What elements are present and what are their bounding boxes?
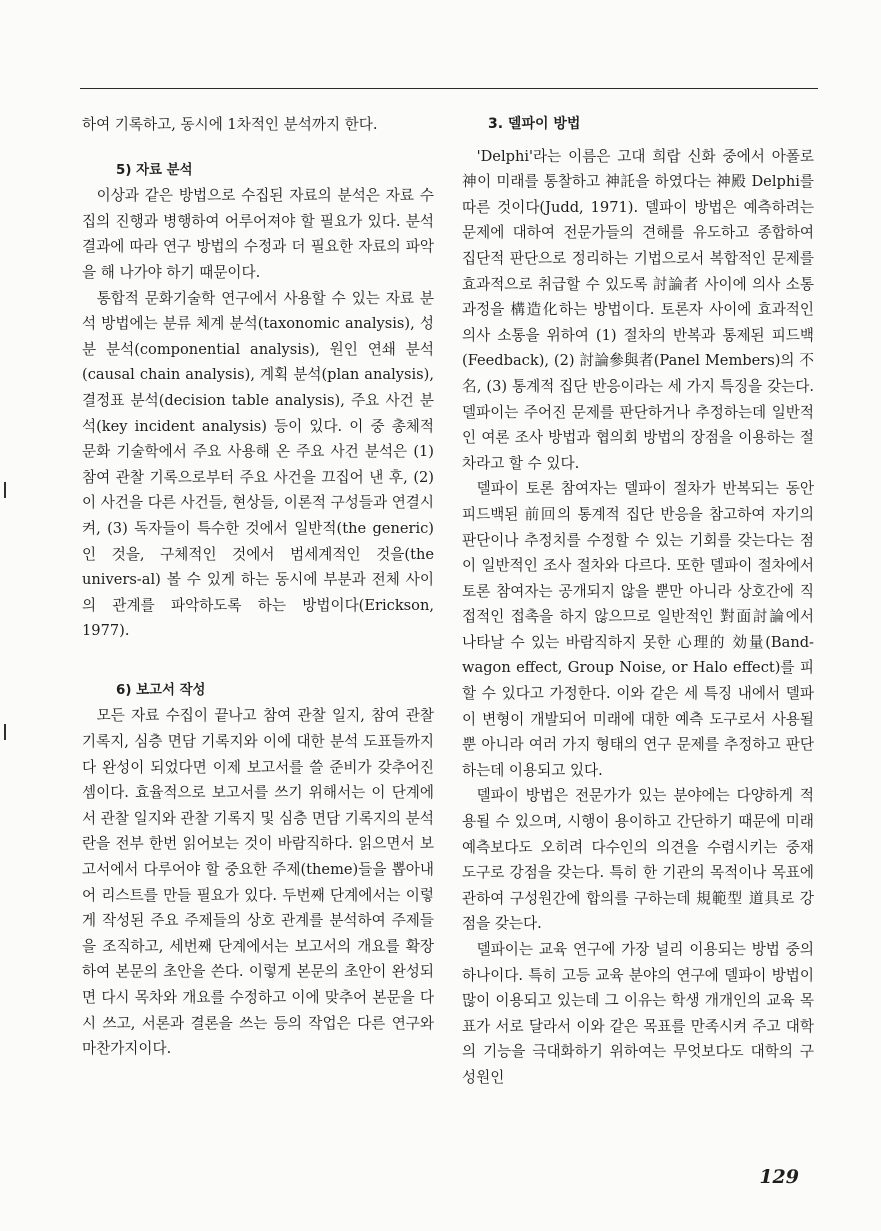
right-column bbox=[462, 112, 814, 1091]
left-column bbox=[82, 112, 434, 1062]
paragraph: 델파이 토론 참여자는 델파이 절차가 반복되는 동안 피드백된 前回의 통계적 집단 반응을 참고하여 자기의 판단이나 추정치를 수정할 수 있는 기회를 갖는다는 점이 일반적인 조사 절차와 다르다. 또한 델파이 절차에서 토론 참여자는 공개되지 않을 뿐만 아니라 상호간에 직접적인 접촉을 하지 않으므로 일반적인 對面討論에서 나타날 수 있는 바람직하지 못한 心理的 効量(Band-wagon effect, Group Noise, or Halo effect)를 피할 수 있다고 가정한다. 이와 같은 세 특징 내에서 델파이 변형이 개발되어 미래에 대한 예측 도구로서 사용될 뿐 아니라 여러 가지 형태의 연구 문제를 추정하고 판단하는데 이용되고 있다. bbox=[462, 480, 814, 779]
paragraph: 델파이는 교육 연구에 가장 널리 이용되는 방법 중의 하나이다. 특히 고등 교육 분야의 연구에 델파이 방법이 많이 이용되고 있는데 그 이유는 학생 개개인의 교육 목표가 서로 달라서 이와 같은 목표를 만족시켜 주고 대학의 기능을 극대화하기 위하여는 무엇보다도 대학의 구성원인 bbox=[462, 941, 814, 1086]
scan-margin-mark bbox=[4, 724, 6, 740]
paragraph: 통합적 문화기술학 연구에서 사용할 수 있는 자료 분석 방법에는 분류 체계 분석(taxonomic analysis), 성분 분석(componential analysis), 원인 연쇄 분석(causal chain analysis), 계획 분석(plan analysis), 결정표 분석(decision table analysis), 주요 사건 분석(key incident analysis) 등이 있다. 이 중 총체적 문화 기술학에서 주요 사용해 온 주요 사건 분석은 (1) 참여 관찰 기록으로부터 주요 사건을 끄집어 낸 후, (2) 이 사건을 다른 사건들, 현상들, 이론적 구성들과 연결시켜, (3) 독자들이 특수한 것에서 일반적(the generic)인 것을, 구체적인 것에서 범세계적인 것을(the univers-al) 볼 수 있게 하는 동시에 부분과 전체 사이의 관계를 파악하도록 하는 방법이다(Erickson, 1977). bbox=[82, 289, 434, 640]
section-heading-delphi-method: 3. 델파이 방법 bbox=[488, 116, 581, 132]
paragraph: 델파이 방법은 전문가가 있는 분야에는 다양하게 적용될 수 있으며, 시행이 용이하고 간단하기 때문에 미래 예측보다도 오히려 다수인의 의견을 수렴시키는 중재 도구로 강점을 갖는다. 특히 한 기관의 목적이나 목표에 관하여 구성원간에 합의를 구하는데 規範型 道具로 강점을 갖는다. bbox=[462, 787, 814, 933]
paragraph: 이상과 같은 방법으로 수집된 자료의 분석은 자료 수집의 진행과 병행하여 어루어져야 할 필요가 있다. 분석 결과에 따라 연구 방법의 수정과 더 필요한 자료의 파악을 해 나가야 하기 때문이다. bbox=[82, 187, 434, 281]
section-heading-report-writing: 6) 보고서 작성 bbox=[116, 682, 206, 698]
scan-margin-mark bbox=[4, 482, 6, 498]
paragraph: 'Delphi'라는 이름은 고대 희랍 신화 중에서 아폴로神이 미래를 통찰하고 神託을 하였다는 神殿 Delphi를 따른 것이다(Judd, 1971). 델파이 방법은 예측하려는 문제에 대하여 전문가들의 견해를 유도하고 종합하여 집단적 판단으로 정리하는 기법으로서 복합적인 문제를 효과적으로 취급할 수 있도록 討論者 사이에 의사 소통 과정을 構造化하는 방법이다. 토론자 사이에 효과적인 의사 소통을 위하여 (1) 절차의 반복과 통제된 피드백(Feedback), (2) 討論參與者(Panel Members)의 不名, (3) 통계적 집단 반응이라는 세 가지 특징을 갖는다. 델파이는 주어진 문제를 판단하거나 추정하는데 일반적인 여론 조사 방법과 협의회 방법의 장점을 이용하는 절차라고 할 수 있다. bbox=[462, 147, 814, 472]
section-heading-data-analysis: 5) 자료 분석 bbox=[116, 162, 193, 178]
page-number: 129 bbox=[759, 1166, 799, 1188]
continuation-line: 하여 기록하고, 동시에 1차적인 분석까지 한다. bbox=[82, 116, 378, 133]
header-rule bbox=[80, 88, 818, 89]
paragraph: 모든 자료 수집이 끝나고 참여 관찰 일지, 참여 관찰 기록지, 심층 면담 기록지와 이에 대한 분석 도표들까지 다 완성이 되었다면 이제 보고서를 쓸 준비가 갖추어진 셈이다. 효율적으로 보고서를 쓰기 위해서는 이 단계에서 관찰 일지와 관찰 기록지 및 심층 면담 기록지의 분석란을 전부 한번 읽어보는 것이 바람직하다. 읽으면서 보고서에서 다루어야 할 중요한 주제(theme)들을 뽑아내어 리스트를 만들 필요가 있다. 두번째 단계에서는 이렇게 작성된 주요 주제들의 상호 관계를 분석하여 주제들을 조직하고, 세번째 단계에서는 보고서의 개요를 확장하여 본문의 초안을 쓴다. 이렇게 본문의 초안이 완성되면 다시 목차와 개요를 수정하고 이에 맞추어 본문을 다시 쓰고, 서론과 결론을 쓰는 등의 작업은 다른 연구와 마찬가지이다. bbox=[82, 707, 434, 1058]
